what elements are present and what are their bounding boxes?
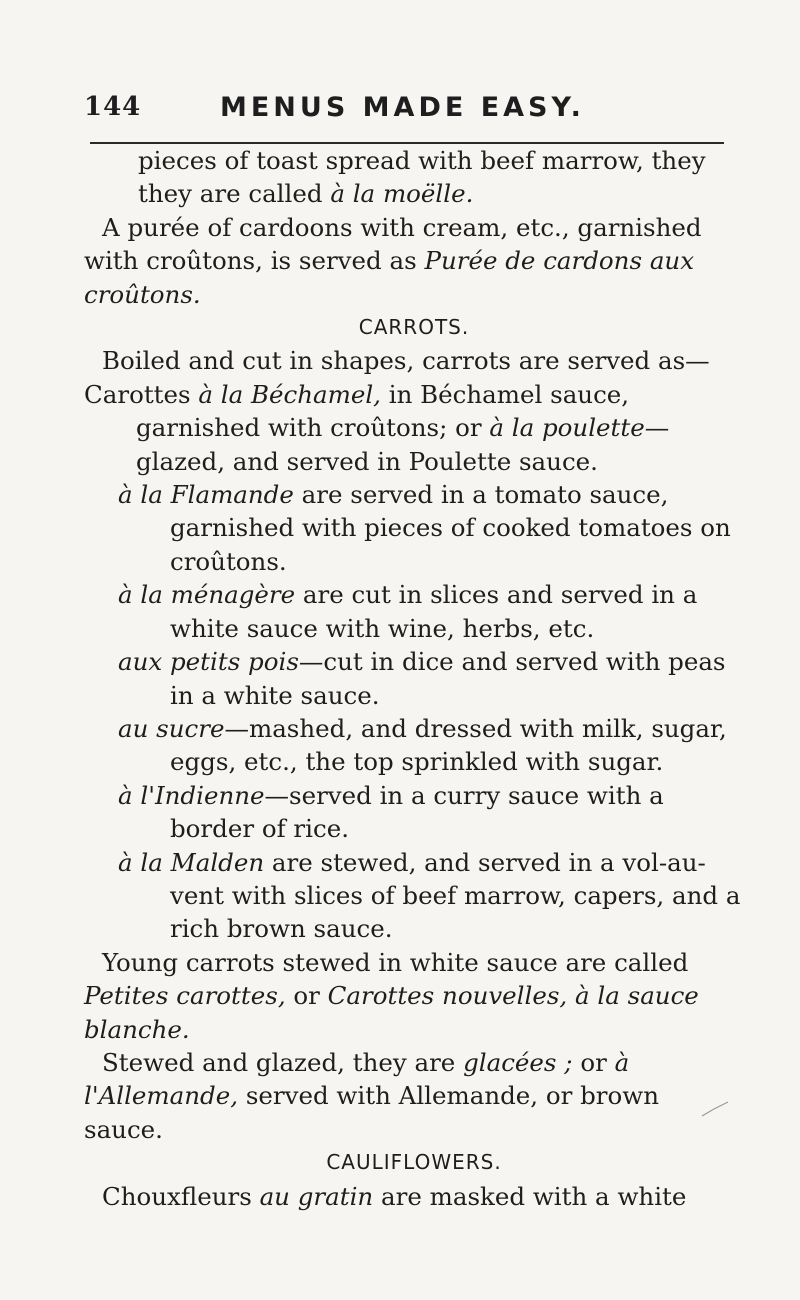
page-body (84, 144, 744, 1213)
carrot-sucre: au sucre—mashed, and dressed with milk, sugar, eggs, etc., the top sprinkled with sugar. (118, 713, 727, 777)
paragraph-cardoons-cont: with croûtons, is served as Purée de cardons aux croûtons. (84, 246, 695, 309)
carrot-petits-pois: aux petits pois—cut in dice and served with peas in a white sauce. (118, 647, 726, 710)
carrot-flamande: à la Flamande are served in a tomato sauce, garnished with pieces of cooked tomatoes on croûtons. (118, 480, 731, 576)
paragraph-young-carrots: Young carrots stewed in white sauce are called Petites carottes, or Carottes nouvelles, à la sauce blanche. (84, 947, 699, 1044)
page-header (84, 92, 724, 132)
carrot-menagere: à la ménagère are cut in slices and served in a white sauce with wine, herbs, etc. (118, 580, 698, 643)
pencil-mark-icon (700, 1100, 730, 1118)
page-number: 144 (84, 92, 142, 122)
running-title: MENUS MADE EASY. (220, 92, 585, 123)
section-heading-cauliflowers: CAULIFLOWERS. (326, 1150, 502, 1175)
paragraph-cauliflowers: Chouxfleurs au gratin are masked with a white (102, 1181, 687, 1211)
paragraph-carrots-intro: Boiled and cut in shapes, carrots are served as— (102, 346, 710, 376)
paragraph-stewed-glazed: Stewed and glazed, they are glacées ; or à l'Allemande, served with Allemande, or brown sauce. (84, 1047, 660, 1144)
section-heading-carrots: CARROTS. (358, 315, 470, 340)
carrot-malden: à la Malden are stewed, and served in a vol-au-vent with slices of beef marrow, capers, and a rich brown sauce. (118, 847, 741, 944)
paragraph-continued: pieces of toast spread with beef marrow, they they are called à la moëlle. (138, 146, 706, 209)
carrot-indienne: à l'Indienne—served in a curry sauce with a border of rice. (118, 780, 664, 844)
carrot-bechamel: Carottes à la Béchamel, in Béchamel sauce, garnished with croûtons; or à la poulette— glazed, and served in Poulette sauce. (84, 379, 670, 476)
paragraph-cardoons: A purée of cardoons with cream, etc., garnished (102, 212, 702, 242)
